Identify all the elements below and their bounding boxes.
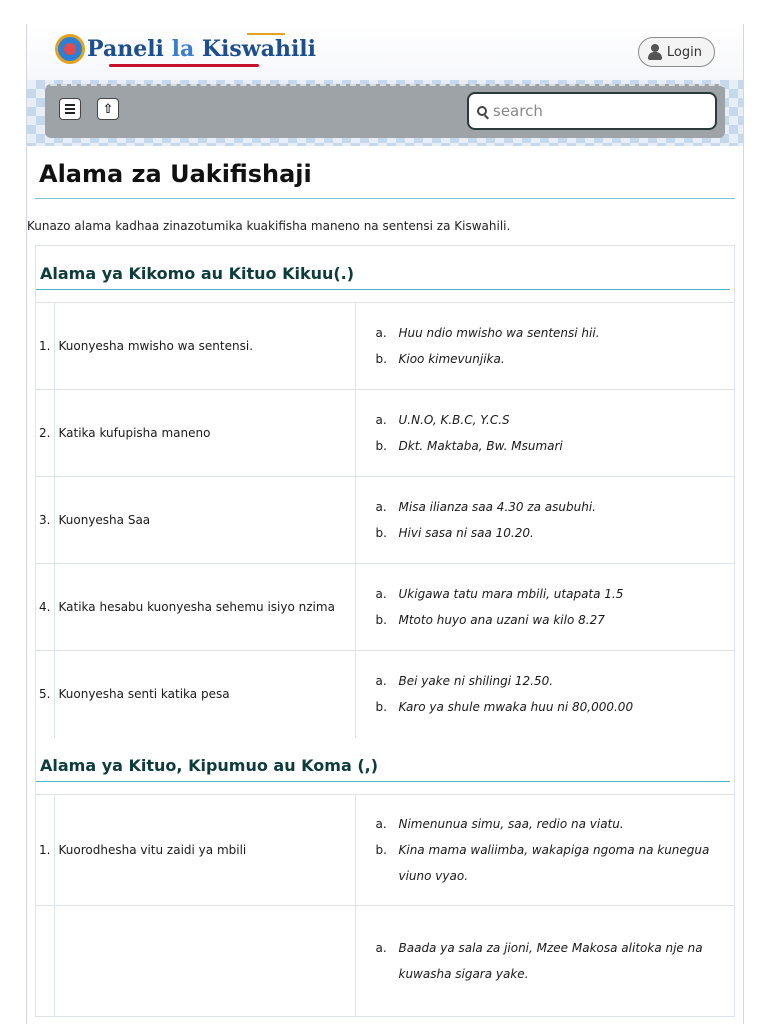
row-examples xyxy=(355,794,734,905)
row-examples xyxy=(355,651,734,738)
site-header xyxy=(27,24,743,80)
row-description: Kuorodhesha vitu zaidi ya mbili xyxy=(54,794,355,905)
logo-text xyxy=(87,36,316,62)
table-row xyxy=(36,651,734,738)
row-number: 5. xyxy=(36,651,54,738)
example-marker: a. xyxy=(375,674,387,689)
page-title: Alama za Uakifishaji xyxy=(35,146,735,199)
search-input[interactable] xyxy=(493,102,693,120)
row-examples xyxy=(355,390,734,477)
logo-word-2: la xyxy=(171,36,195,62)
logo-underline xyxy=(109,64,259,67)
logo-emblem-icon xyxy=(55,34,85,64)
example-marker: b. xyxy=(375,526,387,540)
logo-word-3: Kiswahili xyxy=(201,36,317,62)
example-item xyxy=(376,607,727,633)
example-text: Misa ilianza saa 4.30 za asubuhi. xyxy=(398,500,596,514)
example-text: Karo ya shule mwaka huu ni 80,000.00 xyxy=(398,700,634,715)
section-title-koma: Alama ya Kituo, Kipumuo au Koma (,) xyxy=(36,738,730,782)
row-description: Kuonyesha mwisho wa sentensi. xyxy=(54,303,355,390)
example-item xyxy=(376,694,727,720)
rules-table-koma xyxy=(36,794,734,1017)
example-item xyxy=(376,668,727,694)
example-text: Ukigawa tatu mara mbili, utapata 1.5 xyxy=(398,587,624,601)
rules-table-kikomo xyxy=(36,302,734,738)
example-marker: b. xyxy=(375,613,387,627)
logo-overline xyxy=(247,33,285,35)
row-number: 3. xyxy=(36,477,54,564)
example-text: Kioo kimevunjika. xyxy=(398,352,505,366)
row-number: 4. xyxy=(36,564,54,651)
toolbar-band xyxy=(27,80,743,146)
example-item xyxy=(376,407,727,433)
example-text: Kina mama waliimba, wakapiga ngoma na kunegua viuno vyao. xyxy=(398,842,710,883)
row-examples xyxy=(355,477,734,564)
example-marker: b. xyxy=(375,842,387,857)
example-item xyxy=(376,811,727,837)
example-item xyxy=(376,935,727,987)
home-icon: ⇧ xyxy=(102,101,114,117)
site-logo[interactable] xyxy=(55,34,316,64)
toolbar xyxy=(45,84,725,138)
example-text: Baada ya sala za jioni, Mzee Makosa alitoka nje na kuwasha sigara yake. xyxy=(398,940,703,981)
row-number xyxy=(36,905,54,1016)
search-icon xyxy=(477,106,487,116)
row-number: 2. xyxy=(36,390,54,477)
home-button[interactable] xyxy=(97,98,119,120)
row-number: 1. xyxy=(36,303,54,390)
example-text: Hivi sasa ni saa 10.20. xyxy=(398,526,534,540)
example-marker: a. xyxy=(375,326,387,340)
hamburger-icon xyxy=(65,104,75,114)
table-row xyxy=(36,477,734,564)
table-row xyxy=(36,564,734,651)
row-description: Kuonyesha senti katika pesa xyxy=(54,651,355,738)
example-item xyxy=(376,433,727,459)
login-label: Login xyxy=(666,44,702,60)
section-title-kikomo: Alama ya Kikomo au Kituo Kikuu(.) xyxy=(36,246,730,290)
example-marker: b. xyxy=(375,439,387,453)
table-row xyxy=(36,905,734,1016)
row-description: Katika kufupisha maneno xyxy=(54,390,355,477)
row-examples xyxy=(355,905,734,1016)
example-marker: a. xyxy=(375,940,387,955)
row-examples xyxy=(355,303,734,390)
user-icon xyxy=(647,44,663,60)
search-box[interactable] xyxy=(467,92,717,130)
example-marker: a. xyxy=(375,500,387,514)
example-text: Huu ndio mwisho wa sentensi hii. xyxy=(398,326,600,340)
example-text: U.N.O, K.B.C, Y.C.S xyxy=(398,413,510,427)
example-item xyxy=(376,520,727,546)
example-text: Bei yake ni shilingi 12.50. xyxy=(398,674,554,689)
example-item xyxy=(376,581,727,607)
example-text: Dkt. Maktaba, Bw. Msumari xyxy=(398,439,563,453)
row-examples xyxy=(355,564,734,651)
example-marker: b. xyxy=(375,352,387,366)
example-item xyxy=(376,494,727,520)
row-description: Kuonyesha Saa xyxy=(54,477,355,564)
table-row xyxy=(36,794,734,905)
page-intro: Kunazo alama kadhaa zinazotumika kuakifisha maneno na sentensi za Kiswahili. xyxy=(27,219,511,233)
example-marker: b. xyxy=(375,700,387,715)
example-marker: a. xyxy=(375,816,387,831)
example-text: Nimenunua simu, saa, redio na viatu. xyxy=(398,816,624,831)
main-content xyxy=(27,146,743,1017)
table-row xyxy=(36,303,734,390)
example-text: Mtoto huyo ana uzani wa kilo 8.27 xyxy=(398,613,605,627)
example-marker: a. xyxy=(375,413,387,427)
table-row xyxy=(36,390,734,477)
row-description xyxy=(54,905,355,1016)
login-button[interactable] xyxy=(638,37,715,67)
example-item xyxy=(376,346,727,372)
row-number: 1. xyxy=(36,794,54,905)
menu-button[interactable] xyxy=(59,98,81,120)
page-container xyxy=(26,24,744,1024)
example-marker: a. xyxy=(375,587,387,601)
row-description: Katika hesabu kuonyesha sehemu isiyo nzima xyxy=(54,564,355,651)
logo-word-1: Paneli xyxy=(87,36,164,62)
example-item xyxy=(376,837,727,889)
example-item xyxy=(376,320,727,346)
rules-section-box xyxy=(35,245,735,1017)
